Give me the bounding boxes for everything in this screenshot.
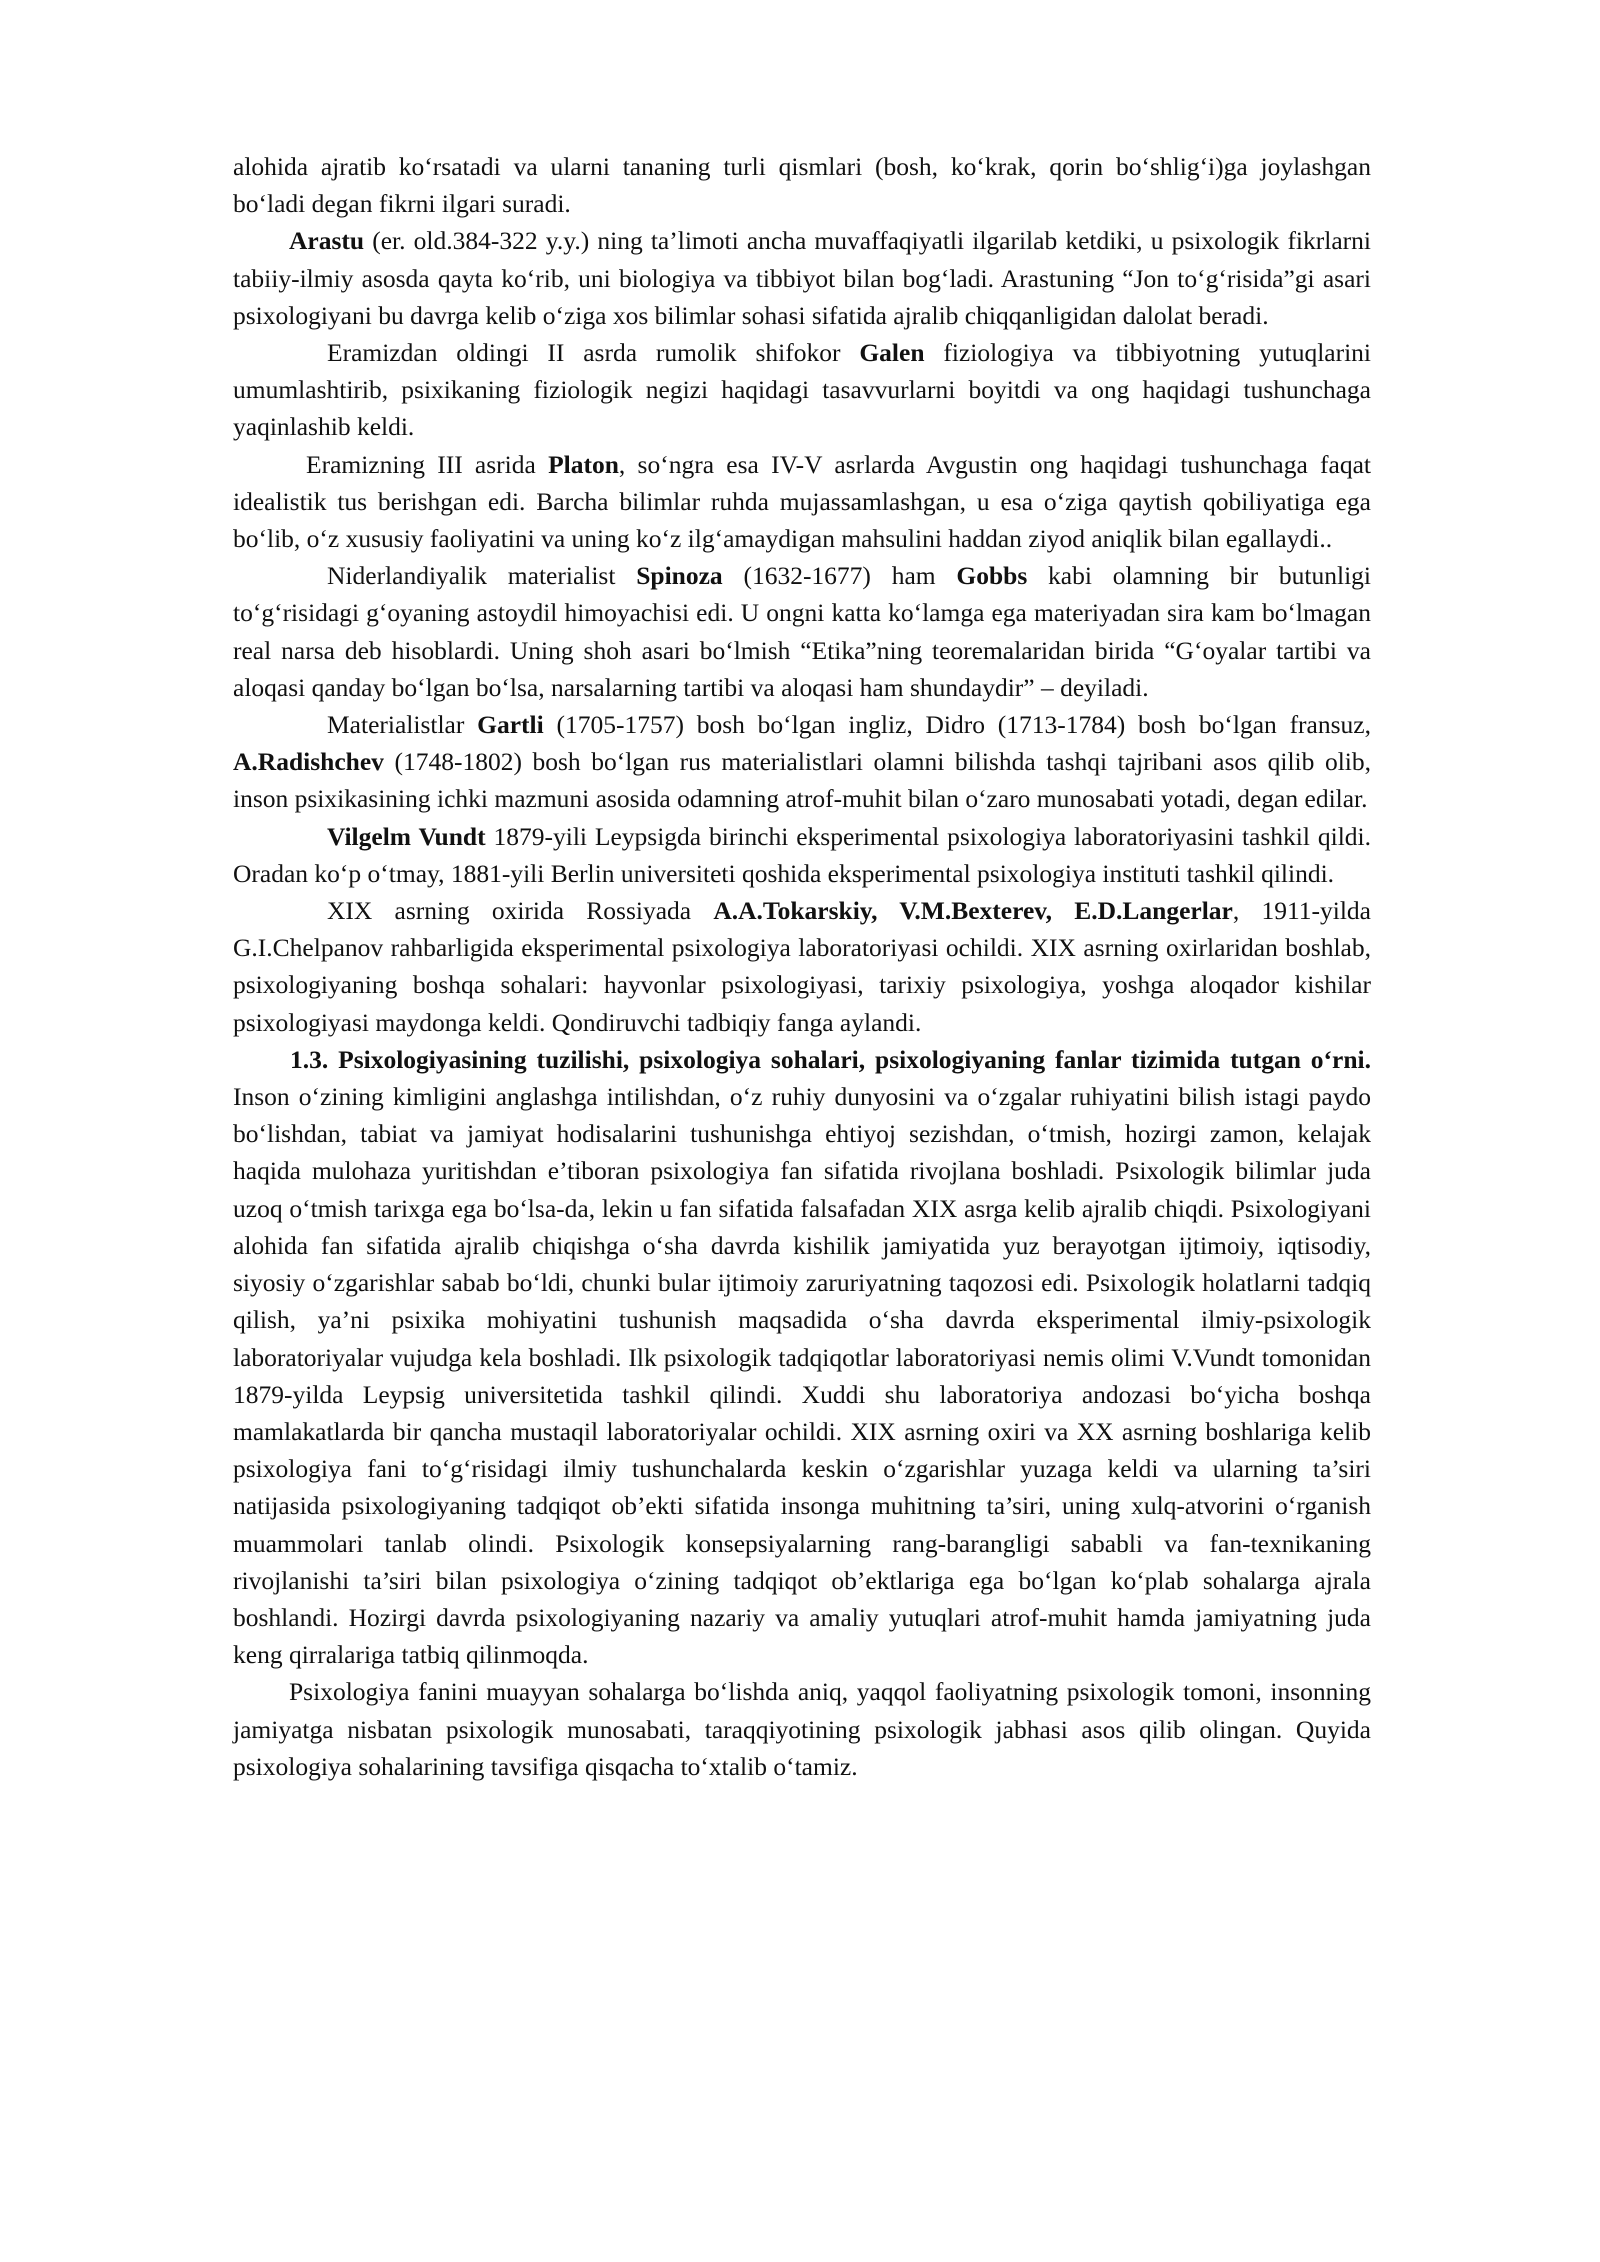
name-radishchev: A.Radishchev	[233, 747, 384, 777]
paragraph-continuation	[233, 148, 1371, 222]
name-gartli: Gartli	[477, 710, 544, 740]
paragraph-text-before: Eramizning III asrida	[306, 449, 549, 479]
paragraph-text-after: fiziologiya va tibbiyotning yutuqlarini umumlashtirib, psixikaning fiziologik negizi haqidagi tasavvurlarni boyitdi va ong haqidagi tushunchaga yaqinlashib keldi.	[233, 338, 1372, 442]
name-vundt: Vilgelm Vundt	[327, 821, 486, 851]
name-gobbs: Gobbs	[956, 561, 1028, 591]
paragraph-text-after: , soʻngra esa IV-V asrlarda Avgustin ong haqidagi tushunchaga faqat idealistik tus berishgan edi. Barcha bilimlar ruhda mujassamlashgan, u esa oʻziga qaytish qobiliyatiga ega boʻlib, oʻz xususiy faoliyatini va uning koʻz ilgʻamaydigan mahsulini haddan ziyod aniqlik bilan egallaydi..	[233, 449, 1371, 554]
paragraph-arastu	[233, 222, 1371, 334]
paragraph-text-middle: (1705-1757) bosh boʻlgan ingliz, Didro (1713-1784) bosh boʻlgan fransuz,	[543, 710, 1371, 740]
name-spinoza: Spinoza	[636, 561, 723, 591]
paragraph-spinoza	[233, 557, 1371, 706]
paragraph-gartli	[233, 706, 1371, 818]
section-text: Inson oʻzining kimligini anglashga intilishdan, oʻz ruhiy dunyosini va oʻzgalar ruhiyatini bilish istagi paydo boʻlishdan, tabiat va jamiyat hodisalarini tushunishga ehtiyoj sezishdan, oʻtmish, hozirgi zamon, kelajak haqida mulohaza yuritishdan e’tiboran psixologiya fan sifatida rivojlana boshladi. Psixologik bilimlar juda uzoq oʻtmish tarixga ega boʻlsa-da, lekin u fan sifatida falsafadan XIX asrga kelib ajralib chiqdi. Psixologiyani alohida fan sifatida ajralib chiqishga oʻsha davrda kishilik jamiyatida yuz berayotgan ijtimoiy, iqtisodiy, siyosiy oʻzgarishlar sabab boʻldi, chunki bular ijtimoiy zaruriyatning taqozosi edi. Psixologik holatlarni tadqiq qilish, ya’ni psixika mohiyatini tushunish maqsadida oʻsha davrda eksperimental ilmiy-psixologik laboratoriyalar vujudga kela boshladi. Ilk psixologik tadqiqotlar laboratoriyasi nemis olimi V.Vundt tomonidan 1879-yilda Leypsig universitetida tashkil qilindi. Xuddi shu laboratoriya andozasi boʻyicha boshqa mamlakatlarda bir qancha mustaqil laboratoriyalar ochildi. XIX asrning oxiri va XX asrning boshlariga kelib psixologiya fani toʻgʻrisidagi ilmiy tushunchalarda keskin oʻzgarishlar yuzaga keldi va ularning ta’siri natijasida psixologiyaning tadqiqot ob’ekti sifatida insonga muhitning ta’siri, uning xulq-atvorini oʻrganish muammolari tanlab olindi. Psixologik konsepsiyalarning rang-barangligi sababli va fan-texnikaning rivojlanishi ta’siri bilan psixologiya oʻzining tadqiqot ob’ektlariga ega boʻlgan koʻplab sohalarga ajrala boshlandi. Hozirgi davrda psixologiyaning nazariy va amaliy yutuqlari atrof-muhit hamda jamiyatning juda keng qirralariga tatbiq qilinmoqda.	[233, 1082, 1371, 1670]
paragraph-text: 1879-yili Leypsigda birinchi eksperimental psixologiya laboratoriyasini tashkil qildi. Oradan koʻp oʻtmay, 1881-yili Berlin universiteti qoshida eksperimental psixologiya instituti tashkil qilindi.	[233, 821, 1372, 888]
section-1-3	[233, 1041, 1371, 1673]
paragraph-text-middle: (1632-1677) ham	[722, 561, 957, 591]
paragraph-text: Psixologiya fanini muayyan sohalarga boʻlishda aniq, yaqqol faoliyatning psixologik tomoni, insonning jamiyatga nisbatan psixologik munosabati, taraqqiyotining psixologik jabhasi asos qilib olingan. Quyida psixologiya sohalarining tavsifiga qisqacha toʻxtalib oʻtamiz.	[233, 1677, 1371, 1781]
paragraph-text: (er. old.384-322 y.y.) ning ta’limoti ancha muvaffaqiyatli ilgarilab ketdiki, u psixologik fikrlarni tabiiy-ilmiy asosda qayta koʻrib, uni biologiya va tibbiyot bilan bogʻladi. Arastuning “Jon toʻgʻrisida”gi asari psixologiyani bu davrga kelib oʻziga xos bilimlar sohasi sifatida ajralib chiqqanligidan dalolat beradi.	[233, 226, 1371, 330]
document-page	[233, 148, 1371, 1785]
name-galen: Galen	[859, 338, 925, 368]
paragraph-text-before: Eramizdan oldingi II asrda rumolik shifokor	[327, 338, 860, 368]
name-arastu: Arastu	[289, 226, 365, 256]
paragraph-platon	[233, 446, 1371, 558]
paragraph-text: alohida ajratib koʻrsatadi va ularni tananing turli qismlari (bosh, koʻkrak, qorin boʻshligʻi)ga joylashgan boʻladi degan fikrni ilgari suradi.	[233, 152, 1371, 219]
paragraph-text-after: , 1911-yilda G.I.Chelpanov rahbarligida eksperimental psixologiya laboratoriyasi ochildi. XIX asrning oxirlaridan boshlab, psixologiyaning boshqa sohalari: hayvonlar psixologiyasi, tarixiy psixologiya, yoshga aloqador kishilar psixologiyasi maydonga keldi. Qondiruvchi tadbiqiy fanga aylandi.	[233, 896, 1372, 1037]
paragraph-galen	[233, 334, 1371, 446]
name-platon: Platon	[548, 449, 619, 479]
paragraph-text-after: kabi olamning bir butunligi toʻgʻrisidagi gʻoyaning astoydil himoyachisi edi. U ongni katta koʻlamga ega materiyadan sira kam boʻlmagan real narsa deb hisoblardi. Uning shoh asari boʻlmish “Etika”ning teoremalaridan birida “Gʻoyalar tartibi va aloqasi qanday boʻlgan boʻlsa, narsalarning tartibi va aloqasi ham shundaydir” – deyiladi.	[233, 561, 1371, 702]
paragraph-text-before: Niderlandiyalik materialist	[327, 561, 637, 591]
paragraph-vundt	[233, 818, 1371, 892]
paragraph-rossiya	[233, 892, 1371, 1041]
section-heading: 1.3. Psixologiyasining tuzilishi, psixologiya sohalari, psixologiyaning fanlar tizimida tutgan oʻrni.	[290, 1044, 1371, 1074]
paragraph-text-after: (1748-1802) bosh boʻlgan rus materialistlari olamni bilishda tashqi tajribani asos qilib olib, inson psixikasining ichki mazmuni asosida odamning atrof-muhit bilan oʻzaro munosabati yotadi, degan edilar.	[233, 747, 1371, 814]
paragraph-text-before: Materialistlar	[327, 710, 478, 740]
paragraph-final	[233, 1673, 1371, 1785]
names-russian-scientists: A.A.Tokarskiy, V.M.Bexterev, E.D.Langerlar	[713, 896, 1233, 926]
paragraph-text-before: XIX asrning oxirida Rossiyada	[327, 896, 714, 926]
